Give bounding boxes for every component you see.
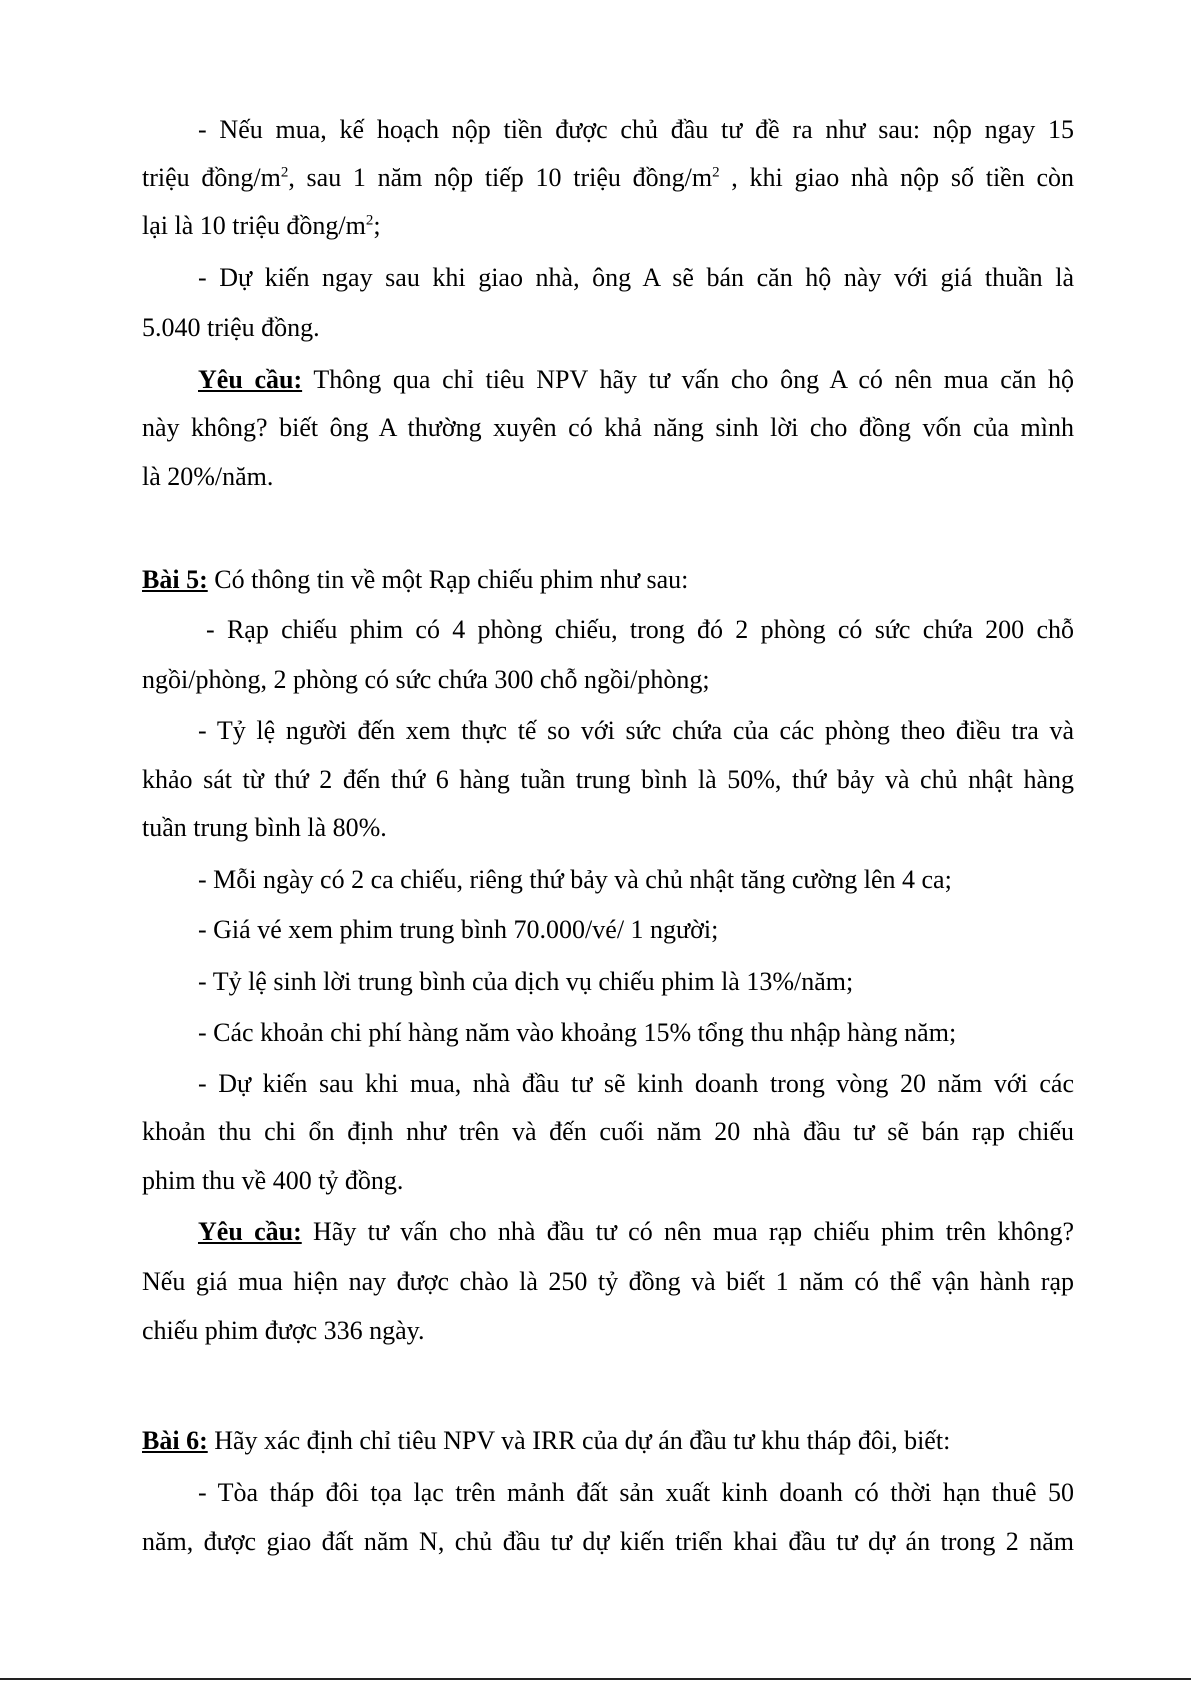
bai6-site-line-2: năm, được giao đất năm N, chủ đầu tư dự kiến triển khai đầu tư dự án trong 2 năm: [142, 1527, 1074, 1556]
payment-plan-line-3: lại là 10 triệu đồng/$m^2$;: [142, 211, 381, 240]
resale-line-1: - Dự kiến ngay sau khi giao nhà, ông A sẽ bán căn hộ này với giá thuần là: [198, 263, 1074, 292]
bai5-rooms-line-2: ngồi/phòng, 2 phòng có sức chứa 300 chỗ ngồi/phòng;: [142, 665, 710, 694]
requirement-label: Yêu cầu:: [198, 365, 303, 394]
bai5-occupancy-line-3: tuần trung bình là 80%.: [142, 813, 387, 842]
requirement-bai4-line-3: là 20%/năm.: [142, 462, 274, 491]
bai5-plan-line-3: phim thu về 400 tỷ đồng.: [142, 1166, 404, 1195]
requirement-bai5-line-1: Yêu cầu: Hãy tư vấn cho nhà đầu tư có nên mua rạp chiếu phim trên không?: [198, 1217, 1074, 1246]
requirement-bai4-line-1: Yêu cầu: Thông qua chỉ tiêu NPV hãy tư vấn cho ông A có nên mua căn hộ: [198, 365, 1075, 394]
requirement-bai5-line-2: Nếu giá mua hiện nay được chào là 250 tỷ đồng và biết 1 năm có thể vận hành rạp: [142, 1267, 1074, 1296]
bai5-label: Bài 5:: [142, 565, 208, 594]
requirement-label: Yêu cầu:: [198, 1217, 302, 1246]
superscript-squared: 2: [280, 164, 289, 181]
superscript-squared: 2: [365, 212, 374, 229]
superscript-squared: 2: [712, 164, 720, 181]
bai5-rooms-line-1: - Rạp chiếu phim có 4 phòng chiếu, trong đó 2 phòng có sức chứa 200 chỗ: [206, 615, 1074, 644]
bai5-plan-line-2: khoản thu chi ổn định như trên và đến cuối năm 20 nhà đầu tư sẽ bán rạp chiếu: [142, 1117, 1074, 1146]
bai5-occupancy-line-2: khảo sát từ thứ 2 đến thứ 6 hàng tuần trung bình là 50%, thứ bảy và chủ nhật hàng: [142, 765, 1074, 794]
payment-plan-line-2: triệu đồng/$m^2$, sau 1 năm nộp tiếp 10 triệu đồng/$m^2$ , khi giao nhà nộp số tiền còn: [142, 163, 1074, 192]
bai5-profit-rate: - Tỷ lệ sinh lời trung bình của dịch vụ chiếu phim là 13%/năm;: [198, 967, 854, 996]
bai5-occupancy-line-1: - Tỷ lệ người đến xem thực tế so với sức chứa của các phòng theo điều tra và: [198, 716, 1074, 745]
requirement-bai4-line-2: này không? biết ông A thường xuyên có khả năng sinh lời cho đồng vốn của mình: [142, 413, 1074, 442]
bai5-shifts: - Mỗi ngày có 2 ca chiếu, riêng thứ bảy và chủ nhật tăng cường lên 4 ca;: [198, 865, 952, 894]
bai5-plan-line-1: - Dự kiến sau khi mua, nhà đầu tư sẽ kinh doanh trong vòng 20 năm với các: [198, 1069, 1074, 1098]
bai6-site-line-1: - Tòa tháp đôi tọa lạc trên mảnh đất sản xuất kinh doanh có thời hạn thuê 50: [198, 1478, 1074, 1507]
bai6-heading: Bài 6: Hãy xác định chỉ tiêu NPV và IRR của dự án đầu tư khu tháp đôi, biết:: [142, 1426, 951, 1455]
payment-plan-line-1: - Nếu mua, kế hoạch nộp tiền được chủ đầu tư đề ra như sau: nộp ngay 15: [198, 115, 1074, 144]
requirement-bai5-line-3: chiếu phim được 336 ngày.: [142, 1316, 425, 1345]
bai5-costs: - Các khoản chi phí hàng năm vào khoảng 15% tổng thu nhập hàng năm;: [198, 1018, 957, 1047]
bai5-heading: Bài 5: Có thông tin về một Rạp chiếu phim như sau:: [142, 565, 689, 594]
bai6-label: Bài 6:: [142, 1426, 208, 1455]
resale-line-2: 5.040 triệu đồng.: [142, 313, 320, 342]
bai5-ticket-price: - Giá vé xem phim trung bình 70.000/vé/ 1 người;: [198, 915, 719, 944]
page-bottom-rule: [0, 1678, 1191, 1680]
